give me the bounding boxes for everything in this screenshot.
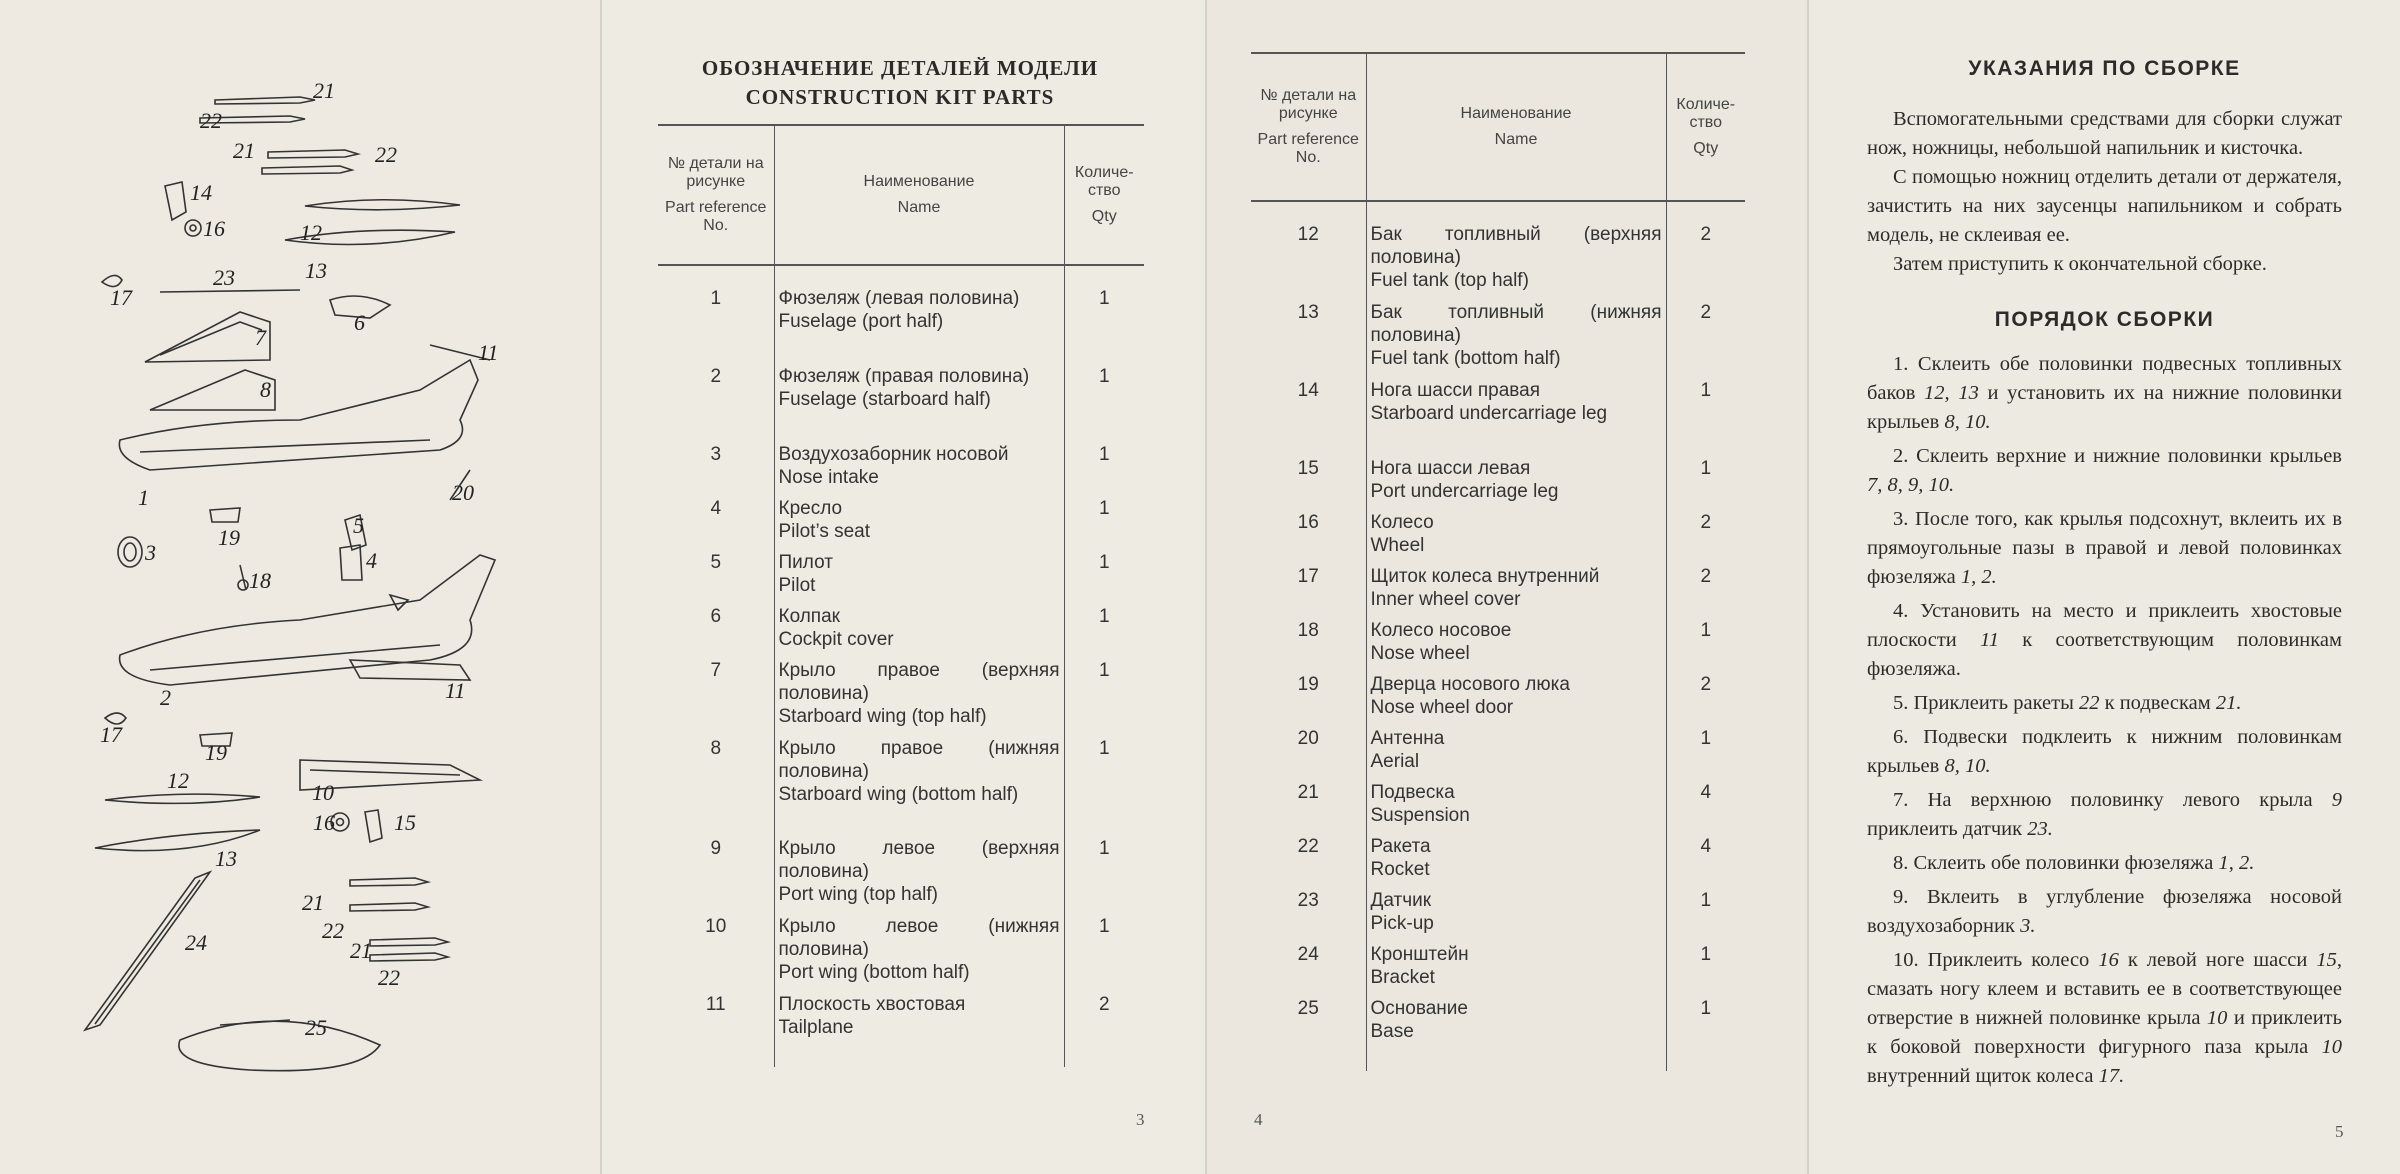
part-qty: 1 xyxy=(1064,551,1144,605)
part-number: 12 xyxy=(1297,224,1319,245)
part-name-ru: Кресло xyxy=(778,498,843,519)
parts-row xyxy=(1251,457,1745,511)
part-qty: 1 xyxy=(1064,605,1144,659)
part-name xyxy=(1366,727,1666,781)
part-name xyxy=(1366,223,1666,301)
undercarriage-leg xyxy=(365,810,382,842)
part-name-ru: Нога шасси правая xyxy=(1370,380,1541,401)
part-name-ru: Фюзеляж (левая половина) xyxy=(778,288,1020,309)
part-name-en: Aerial xyxy=(1370,751,1420,772)
part-name-ru: Крыло левое (верхняя половина) xyxy=(778,838,1060,882)
rocket-part xyxy=(215,97,315,104)
parts-row xyxy=(1251,889,1745,943)
callout-label: 2 xyxy=(160,685,171,710)
part-number: 21 xyxy=(1297,782,1319,803)
header-qty: Количе- ство Qty xyxy=(1064,125,1144,265)
part-name xyxy=(774,737,1064,837)
parts-title-ru: ОБОЗНАЧЕНИЕ ДЕТАЛЕЙ МОДЕЛИ xyxy=(701,56,1099,80)
part-qty: 2 xyxy=(1666,223,1745,301)
header-ref: № детали на рисунке Part reference No. xyxy=(1251,53,1366,201)
nose-wheel-part xyxy=(240,565,246,590)
rocket-part xyxy=(370,953,448,961)
part-name-ru: Подвеска xyxy=(1370,782,1455,803)
part-number: 4 xyxy=(710,498,722,519)
callout-label: 5 xyxy=(353,513,364,538)
part-qty: 2 xyxy=(1666,511,1745,565)
part-name-ru: Основание xyxy=(1370,998,1468,1019)
callout-label: 11 xyxy=(478,340,499,365)
base-part xyxy=(179,1021,380,1071)
part-name-ru: Крыло левое (нижняя половина) xyxy=(778,916,1060,960)
part-number: 16 xyxy=(1297,512,1319,533)
part-name-en: Fuel tank (top half) xyxy=(1370,270,1529,291)
callout-label: 10 xyxy=(312,780,334,805)
callout-label: 21 xyxy=(302,890,324,915)
assembly-step: 9. Вклеить в углубление фюзеляжа носовой воздухозаборник 3. xyxy=(1867,886,2342,937)
part-number: 6 xyxy=(710,606,722,627)
callout-label: 21 xyxy=(350,938,372,963)
order-title: ПОРЯДОК СБОРКИ xyxy=(1994,308,2215,331)
part-number: 15 xyxy=(1297,458,1319,479)
part-number: 3 xyxy=(710,444,722,465)
part-name xyxy=(774,365,1064,443)
callout-label: 16 xyxy=(313,810,335,835)
part-number: 5 xyxy=(710,552,722,573)
part-qty: 1 xyxy=(1064,287,1144,365)
header-qty: Количе- ство Qty xyxy=(1666,53,1745,201)
callout-label: 13 xyxy=(215,846,237,871)
parts-row xyxy=(1251,379,1745,457)
callout-label: 22 xyxy=(200,108,222,133)
part-number: 7 xyxy=(710,660,722,681)
parts-row xyxy=(1251,727,1745,781)
parts-row xyxy=(658,497,1144,551)
part-name-en: Starboard wing (bottom half) xyxy=(778,784,1019,805)
wing-part xyxy=(145,312,270,362)
parts-row xyxy=(658,551,1144,605)
parts-row xyxy=(658,605,1144,659)
tailplane-part xyxy=(350,660,470,680)
part-name-en: Nose wheel door xyxy=(1370,697,1514,718)
parts-row xyxy=(658,737,1144,837)
callout-label: 7 xyxy=(255,325,266,350)
part-name xyxy=(1366,943,1666,997)
part-qty: 1 xyxy=(1666,457,1745,511)
part-name xyxy=(1366,835,1666,889)
exploded-parts-drawing xyxy=(0,0,600,1174)
callout-label: 12 xyxy=(167,768,189,793)
callout-label: 15 xyxy=(394,810,416,835)
part-qty: 1 xyxy=(1064,443,1144,497)
part-name xyxy=(1366,565,1666,619)
part-name-en: Rocket xyxy=(1370,859,1430,880)
part-name-en: Port wing (bottom half) xyxy=(778,962,970,983)
header-name: Наименование Name xyxy=(1366,53,1666,201)
part-name-ru: Бак топливный (нижняя половина) xyxy=(1370,302,1662,346)
parts-title-en: CONSTRUCTION KIT PARTS xyxy=(745,85,1055,109)
part-name-ru: Нога шасси левая xyxy=(1370,458,1531,479)
part-name-en: Fuselage (starboard half) xyxy=(778,389,991,410)
part-name xyxy=(1366,997,1666,1051)
callout-label: 19 xyxy=(218,525,240,550)
part-name-ru: Ракета xyxy=(1370,836,1431,857)
part-name xyxy=(1366,457,1666,511)
callout-label: 22 xyxy=(322,918,344,943)
assembly-step: 1. Склеить обе половинки подвесных топливных баков 12, 13 и установить их на нижние половинки крыльев 8, 10. xyxy=(1867,353,2342,433)
part-name xyxy=(1366,781,1666,835)
assembly-instructions xyxy=(1867,54,2342,1096)
part-name xyxy=(1366,511,1666,565)
part-name xyxy=(1366,889,1666,943)
part-name-en: Pick-up xyxy=(1370,913,1434,934)
part-name xyxy=(774,837,1064,915)
assembly-step: 2. Склеить верхние и нижние половинки крыльев 7, 8, 9, 10. xyxy=(1867,445,2342,496)
callout-label: 3 xyxy=(145,540,156,565)
part-qty: 1 xyxy=(1666,997,1745,1051)
part-qty: 1 xyxy=(1064,915,1144,993)
callout-label: 21 xyxy=(313,78,335,103)
part-qty: 1 xyxy=(1666,889,1745,943)
part-qty: 1 xyxy=(1064,737,1144,837)
callout-label: 22 xyxy=(378,965,400,990)
part-number: 20 xyxy=(1297,728,1319,749)
part-name xyxy=(1366,379,1666,457)
callout-label: 17 xyxy=(100,722,122,747)
part-name-ru: Кронштейн xyxy=(1370,944,1469,965)
part-name-en: Port wing (top half) xyxy=(778,884,938,905)
part-name xyxy=(774,551,1064,605)
part-name xyxy=(774,497,1064,551)
instructions-title: УКАЗАНИЯ ПО СБОРКЕ xyxy=(1968,57,2241,80)
part-number: 2 xyxy=(710,366,722,387)
parts-table-left xyxy=(658,124,1144,1067)
undercarriage-leg xyxy=(165,182,186,220)
parts-row xyxy=(658,659,1144,737)
parts-row xyxy=(658,837,1144,915)
part-name-ru: Датчик xyxy=(1370,890,1432,911)
page-number: 5 xyxy=(2335,1122,2344,1141)
callout-label: 22 xyxy=(375,142,397,167)
part-qty: 4 xyxy=(1666,835,1745,889)
assembly-step: 3. После того, как крылья подсохнут, вклеить их в прямоугольные пазы в правой и левой половинках фюзеляжа 1, 2. xyxy=(1867,508,2342,588)
assembly-step: 5. Приклеить ракеты 22 к подвескам 21. xyxy=(1893,692,2242,714)
parts-row xyxy=(658,915,1144,993)
part-name-en: Starboard undercarriage leg xyxy=(1370,403,1608,424)
header-name: Наименование Name xyxy=(774,125,1064,265)
part-number: 19 xyxy=(1297,674,1319,695)
part-name xyxy=(774,915,1064,993)
part-qty: 2 xyxy=(1064,993,1144,1047)
part-qty: 2 xyxy=(1666,565,1745,619)
part-number: 24 xyxy=(1297,944,1319,965)
instructions-intro: С помощью ножниц отделить детали от держателя, зачистить на них заусенцы напильником и собрать модель, не склеивая ее. xyxy=(1867,166,2342,246)
parts-row xyxy=(658,365,1144,443)
part-name-ru: Колпак xyxy=(778,606,840,627)
parts-row xyxy=(658,993,1144,1047)
part-name-en: Base xyxy=(1370,1021,1414,1042)
parts-row xyxy=(1251,997,1745,1051)
part-name xyxy=(1366,673,1666,727)
part-qty: 1 xyxy=(1064,659,1144,737)
part-name xyxy=(1366,301,1666,379)
part-name-en: Bracket xyxy=(1370,967,1435,988)
page-fold xyxy=(1205,0,1207,1174)
part-qty: 1 xyxy=(1064,497,1144,551)
callout-label: 20 xyxy=(452,480,474,505)
part-name xyxy=(774,993,1064,1047)
part-name-en: Pilot’s seat xyxy=(778,521,871,542)
part-name-en: Fuselage (port half) xyxy=(778,311,944,332)
parts-row xyxy=(1251,511,1745,565)
parts-row xyxy=(1251,223,1745,301)
page-number: 3 xyxy=(1136,1110,1145,1129)
callout-label: 13 xyxy=(305,258,327,283)
assembly-step: 6. Подвески подклеить к нижним половинкам крыльев 8, 10. xyxy=(1867,726,2342,777)
parts-row xyxy=(1251,835,1745,889)
part-name-ru: Колесо xyxy=(1370,512,1434,533)
part-name-ru: Колесо носовое xyxy=(1370,620,1512,641)
part-number: 13 xyxy=(1297,302,1319,323)
part-qty: 2 xyxy=(1666,673,1745,727)
part-name-en: Starboard wing (top half) xyxy=(778,706,987,727)
part-number: 1 xyxy=(710,288,722,309)
callout-label: 25 xyxy=(305,1015,327,1040)
part-callouts xyxy=(100,78,498,1040)
parts-row xyxy=(1251,781,1745,835)
parts-row xyxy=(658,287,1144,365)
rocket-part xyxy=(370,938,448,946)
part-name-en: Cockpit cover xyxy=(778,629,894,650)
callout-label: 23 xyxy=(213,265,235,290)
rocket-part xyxy=(268,150,358,158)
part-number: 8 xyxy=(710,738,722,759)
instructions-intro: Затем приступить к окончательной сборке. xyxy=(1893,253,2267,275)
assembly-step: 10. Приклеить колесо 16 к левой ноге шасси 15, смазать ногу клеем и вставить ее в соответствующее отверстие в нижней половинке крыла 10 и приклеить к боковой поверхности фигурного паза крыла 10 внутренний щиток колеса 17. xyxy=(1867,949,2342,1087)
nose-intake xyxy=(118,537,142,567)
assembly-steps xyxy=(1867,350,2342,1091)
part-number: 17 xyxy=(1297,566,1319,587)
part-name-en: Inner wheel cover xyxy=(1370,589,1521,610)
rocket-part xyxy=(262,166,352,174)
part-name xyxy=(774,659,1064,737)
callout-label: 16 xyxy=(203,216,225,241)
callout-label: 19 xyxy=(205,740,227,765)
fuselage-half xyxy=(120,555,495,685)
fuel-tank xyxy=(105,794,260,803)
part-qty: 1 xyxy=(1064,365,1144,443)
part-name-en: Tailplane xyxy=(778,1017,854,1038)
part-name xyxy=(1366,619,1666,673)
instructions-intro: Вспомогательными средствами для сборки служат нож, ножницы, небольшой напильник и кисточка. xyxy=(1867,108,2342,159)
part-name-en: Port undercarriage leg xyxy=(1370,481,1559,502)
callout-label: 18 xyxy=(249,568,271,593)
part-number: 14 xyxy=(1297,380,1319,401)
part-name-ru: Воздухозаборник носовой xyxy=(778,444,1009,465)
part-qty: 1 xyxy=(1666,727,1745,781)
part-name-ru: Бак топливный (верхняя половина) xyxy=(1370,224,1662,268)
part-name xyxy=(774,287,1064,365)
parts-table-right xyxy=(1251,52,1745,1071)
assembly-step: 4. Установить на место и приклеить хвостовые плоскости 11 к соответствующим половинкам фюзеляжа. xyxy=(1867,600,2342,680)
parts-row xyxy=(1251,565,1745,619)
part-number: 18 xyxy=(1297,620,1319,641)
part-qty: 1 xyxy=(1666,619,1745,673)
callout-label: 8 xyxy=(260,377,271,402)
rocket-part xyxy=(350,878,428,886)
part-name-en: Nose wheel xyxy=(1370,643,1470,664)
part-number: 25 xyxy=(1297,998,1319,1019)
page-number: 4 xyxy=(1254,1110,1263,1129)
part-number: 9 xyxy=(710,838,722,859)
fuselage-half xyxy=(119,360,478,470)
part-name-ru: Плоскость хвостовая xyxy=(778,994,966,1015)
part-name-ru: Крыло правое (нижняя половина) xyxy=(778,738,1060,782)
callout-label: 17 xyxy=(110,285,132,310)
part-number: 10 xyxy=(705,916,727,937)
part-name-ru: Крыло правое (верхняя половина) xyxy=(778,660,1060,704)
part-name-ru: Дверца носового люка xyxy=(1370,674,1570,695)
part-name-ru: Антенна xyxy=(1370,728,1445,749)
callout-label: 21 xyxy=(233,138,255,163)
part-name-ru: Щиток колеса внутренний xyxy=(1370,566,1600,587)
part-qty: 2 xyxy=(1666,301,1745,379)
parts-title xyxy=(660,54,1140,112)
star-insignia xyxy=(390,595,408,610)
page-fold xyxy=(1807,0,1809,1174)
part-name-ru: Фюзеляж (правая половина) xyxy=(778,366,1030,387)
parts-row xyxy=(1251,673,1745,727)
wing-part xyxy=(150,370,275,410)
part-number: 11 xyxy=(705,994,726,1015)
callout-label: 11 xyxy=(445,678,466,703)
part-number: 23 xyxy=(1297,890,1319,911)
header-ref: № детали на рисунке Part reference No. xyxy=(658,125,774,265)
part-number: 22 xyxy=(1297,836,1319,857)
part-name xyxy=(774,605,1064,659)
fuel-tank xyxy=(305,200,460,210)
pick-up xyxy=(160,290,300,292)
assembly-step: 7. На верхнюю половинку левого крыла 9 приклеить датчик 23. xyxy=(1867,789,2342,840)
part-name-en: Suspension xyxy=(1370,805,1470,826)
page-fold xyxy=(600,0,602,1174)
parts-row xyxy=(1251,301,1745,379)
part-name-en: Nose intake xyxy=(778,467,879,488)
assembly-step: 8. Склеить обе половинки фюзеляжа 1, 2. xyxy=(1893,852,2255,874)
part-name-en: Fuel tank (bottom half) xyxy=(1370,348,1561,369)
part-name xyxy=(774,443,1064,497)
part-name-ru: Пилот xyxy=(778,552,833,573)
seat-part xyxy=(340,545,362,580)
parts-row xyxy=(1251,943,1745,997)
part-qty: 1 xyxy=(1666,379,1745,457)
wheel-part xyxy=(185,220,201,236)
callout-label: 12 xyxy=(300,220,322,245)
part-qty: 1 xyxy=(1666,943,1745,997)
part-qty: 4 xyxy=(1666,781,1745,835)
callout-label: 14 xyxy=(190,180,212,205)
callout-label: 6 xyxy=(354,310,365,335)
rocket-part xyxy=(350,903,428,911)
part-qty: 1 xyxy=(1064,837,1144,915)
callout-label: 1 xyxy=(138,485,149,510)
callout-label: 4 xyxy=(366,548,377,573)
part-name-en: Pilot xyxy=(778,575,816,596)
parts-row xyxy=(658,443,1144,497)
callout-label: 24 xyxy=(185,930,207,955)
parts-row xyxy=(1251,619,1745,673)
part-name-en: Wheel xyxy=(1370,535,1425,556)
nose-door xyxy=(210,508,240,522)
